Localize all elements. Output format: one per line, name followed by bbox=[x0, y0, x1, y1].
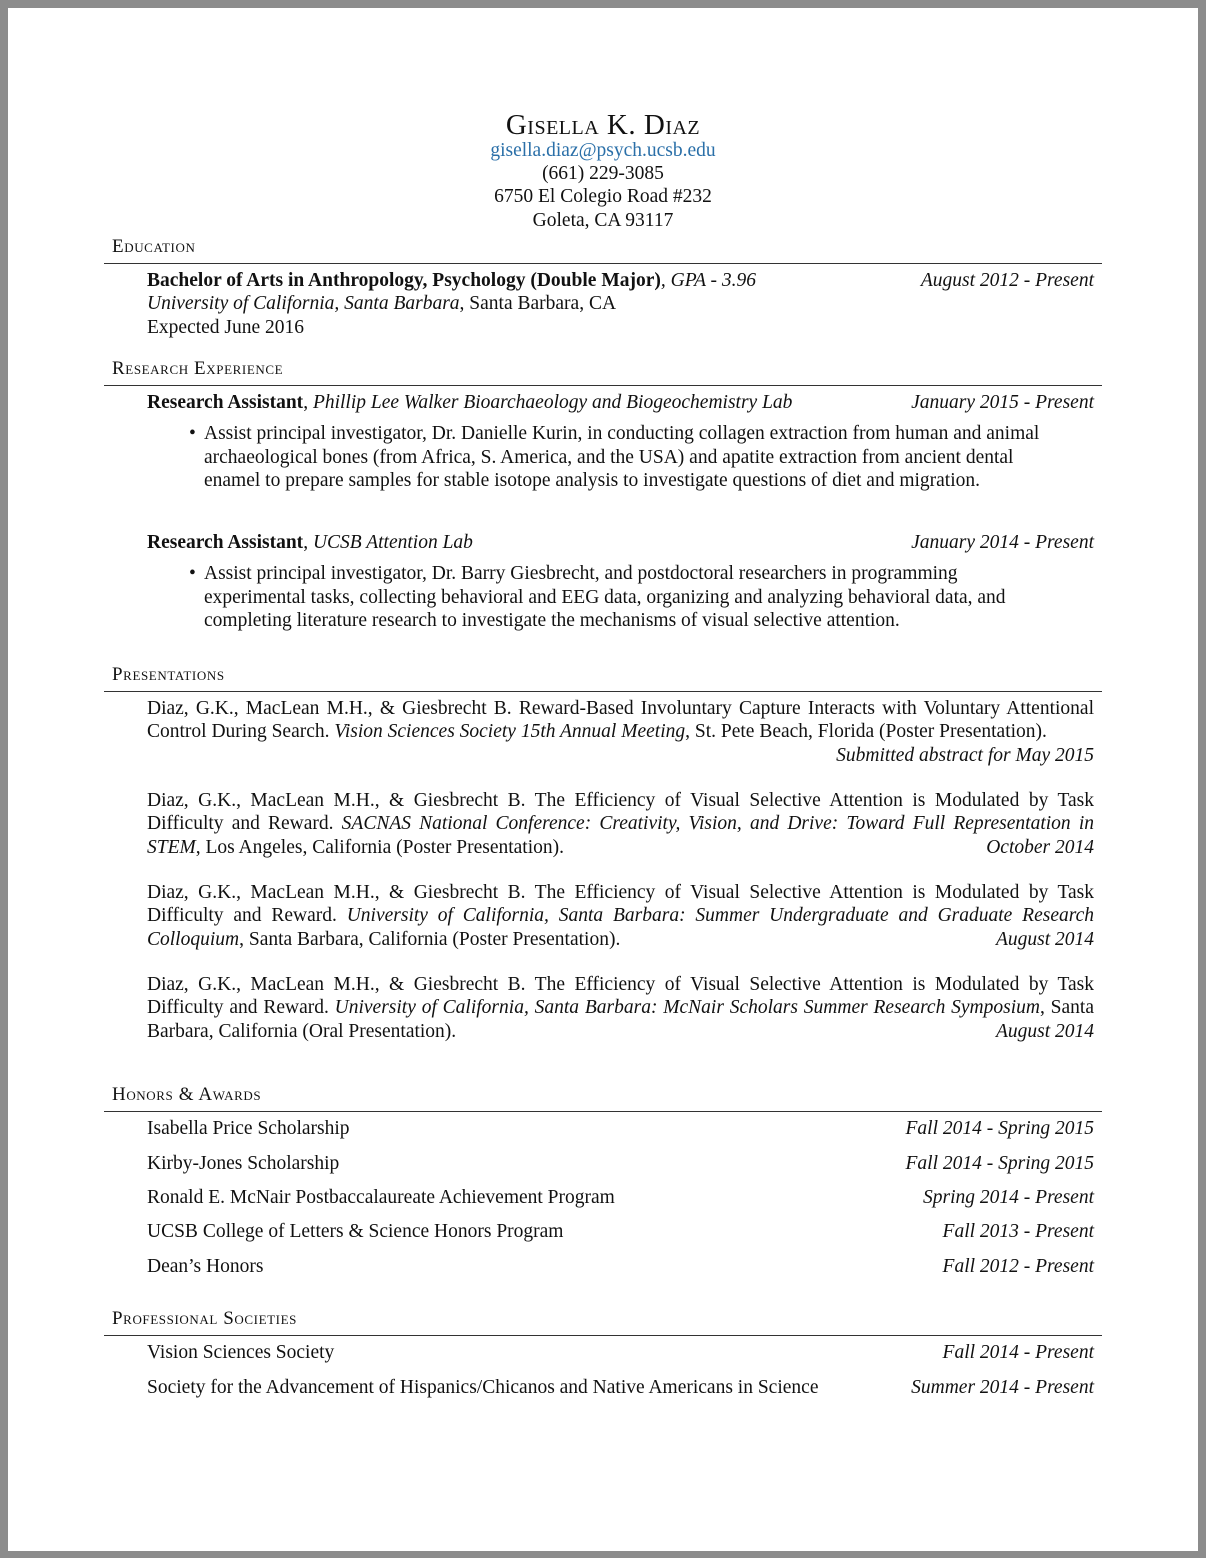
section-title-research: Research Experience bbox=[112, 358, 284, 379]
venue: SACNAS National Conference: Creativity, Vision, and Drive: Toward Full Representation in STEM bbox=[147, 813, 1094, 858]
honor-name: Dean’s Honors bbox=[147, 1256, 264, 1277]
presentation-entry bbox=[147, 881, 1094, 951]
education-dates: August 2012 - Present bbox=[920, 270, 1094, 291]
honor-dates: Spring 2014 - Present bbox=[923, 1187, 1094, 1208]
venue: University of California, Santa Barbara: McNair Scholars Summer Research Symposium bbox=[334, 997, 1040, 1019]
separator: , bbox=[303, 532, 313, 553]
date: Submitted abstract for May 2015 bbox=[836, 744, 1094, 766]
location: , Santa Barbara, California (Oral Presentation). bbox=[147, 997, 1094, 1042]
section-title-education: Education bbox=[112, 236, 196, 257]
presentation-entry bbox=[147, 789, 1094, 859]
expected-graduation: Expected June 2016 bbox=[147, 316, 305, 338]
section-title-honors: Honors & Awards bbox=[112, 1084, 262, 1105]
honor-dates: Fall 2014 - Spring 2015 bbox=[905, 1118, 1094, 1139]
section-title-presentations: Presentations bbox=[112, 664, 225, 685]
organization: Phillip Lee Walker Bioarchaeology and Biogeochemistry Lab bbox=[312, 392, 793, 413]
section-divider bbox=[104, 385, 1102, 386]
role: Research Assistant bbox=[147, 532, 304, 553]
citation: Diaz, G.K., MacLean M.H., & Giesbrecht B. The Efficiency of Visual Selective Attention is Modulated by Task Difficulty and Reward. bbox=[147, 882, 1094, 927]
section-title-societies: Professional Societies bbox=[112, 1308, 297, 1329]
honor-dates: Fall 2014 - Spring 2015 bbox=[905, 1153, 1094, 1174]
location: , Santa Barbara, California (Poster Presentation). bbox=[239, 928, 621, 950]
organization: UCSB Attention Lab bbox=[312, 532, 473, 553]
citation: Diaz, G.K., MacLean M.H., & Giesbrecht B. The Efficiency of Visual Selective Attention is Modulated by Task Difficulty and Reward. bbox=[147, 790, 1094, 835]
education-entry bbox=[147, 269, 1094, 339]
school: University of California, Santa Barbara bbox=[147, 293, 460, 315]
bullet-item: • Assist principal investigator, Dr. Barry Giesbrecht, and postdoctoral researchers in programming experimental tasks, collecting behavioral and EEG data, organizing and analyzing behavioral data, and completing literature research to investigate the mechanisms of visual selective attention. bbox=[204, 562, 1057, 632]
society-item bbox=[147, 1341, 1094, 1364]
date: October 2014 bbox=[986, 836, 1094, 858]
research-entry bbox=[147, 531, 1094, 633]
dates: January 2014 - Present bbox=[911, 532, 1094, 553]
venue: University of California, Santa Barbara: Summer Undergraduate and Graduate Research Colloquium bbox=[147, 905, 1094, 950]
contact-info bbox=[0, 139, 1206, 232]
city: Goleta, CA 93117 bbox=[532, 209, 674, 231]
citation: Diaz, G.K., MacLean M.H., & Giesbrecht B. Reward-Based Involuntary Capture Interacts with Voluntary Attentional Control During Search. bbox=[147, 698, 1094, 743]
bullet-list bbox=[147, 562, 1057, 632]
honor-name: Ronald E. McNair Postbaccalaureate Achievement Program bbox=[147, 1187, 615, 1208]
school-location: , Santa Barbara, CA bbox=[459, 293, 617, 315]
role: Research Assistant bbox=[147, 392, 304, 413]
location: , Los Angeles, California (Poster Presentation). bbox=[195, 836, 565, 858]
honor-dates: Fall 2012 - Present bbox=[942, 1256, 1094, 1277]
section-divider bbox=[104, 263, 1102, 264]
honor-dates: Fall 2013 - Present bbox=[942, 1221, 1094, 1242]
address: 6750 El Colegio Road #232 bbox=[494, 186, 712, 208]
dates: January 2015 - Present bbox=[911, 392, 1094, 413]
venue: Vision Sciences Society 15th Annual Meeting bbox=[334, 721, 686, 743]
location: , St. Pete Beach, Florida (Poster Presentation). bbox=[685, 721, 1047, 743]
section-divider bbox=[104, 1111, 1102, 1112]
society-dates: Summer 2014 - Present bbox=[911, 1377, 1094, 1398]
honor-name: Isabella Price Scholarship bbox=[147, 1118, 350, 1139]
honor-item bbox=[147, 1255, 1094, 1278]
society-item bbox=[147, 1376, 1094, 1399]
candidate-name: Gisella K. Diaz bbox=[505, 109, 701, 141]
bullet-item: • Assist principal investigator, Dr. Danielle Kurin, in conducting collagen extraction from human and animal archaeological bones (from Africa, S. America, and the USA) and apatite extraction from ancient dental enamel to prepare samples for stable isotope analysis to investigate questions of diet and migration. bbox=[204, 422, 1057, 492]
phone: (661) 229-3085 bbox=[542, 163, 664, 185]
honor-item bbox=[147, 1152, 1094, 1175]
degree: Bachelor of Arts in Anthropology, Psychology (Double Major) bbox=[147, 270, 661, 291]
presentation-entry bbox=[147, 973, 1094, 1043]
separator: , bbox=[303, 392, 313, 413]
society-dates: Fall 2014 - Present bbox=[942, 1342, 1094, 1363]
honor-name: Kirby-Jones Scholarship bbox=[147, 1153, 340, 1174]
presentation-entry bbox=[147, 697, 1094, 767]
society-name: Vision Sciences Society bbox=[147, 1342, 335, 1363]
gpa: , GPA - 3.96 bbox=[660, 270, 757, 291]
section-divider bbox=[104, 1335, 1102, 1336]
society-name: Society for the Advancement of Hispanics/Chicanos and Native Americans in Science bbox=[147, 1377, 819, 1398]
date: August 2014 bbox=[995, 1020, 1094, 1042]
email-link[interactable]: gisella.diaz@psych.ucsb.edu bbox=[490, 140, 716, 161]
bullet-list bbox=[147, 422, 1057, 492]
research-entry bbox=[147, 391, 1094, 493]
honor-item bbox=[147, 1117, 1094, 1140]
date: August 2014 bbox=[995, 928, 1094, 950]
honor-item bbox=[147, 1186, 1094, 1209]
section-divider bbox=[104, 691, 1102, 692]
honor-item bbox=[147, 1220, 1094, 1243]
honor-name: UCSB College of Letters & Science Honors Program bbox=[147, 1221, 564, 1242]
citation: Diaz, G.K., MacLean M.H., & Giesbrecht B. The Efficiency of Visual Selective Attention is Modulated by Task Difficulty and Reward. bbox=[147, 974, 1094, 1019]
